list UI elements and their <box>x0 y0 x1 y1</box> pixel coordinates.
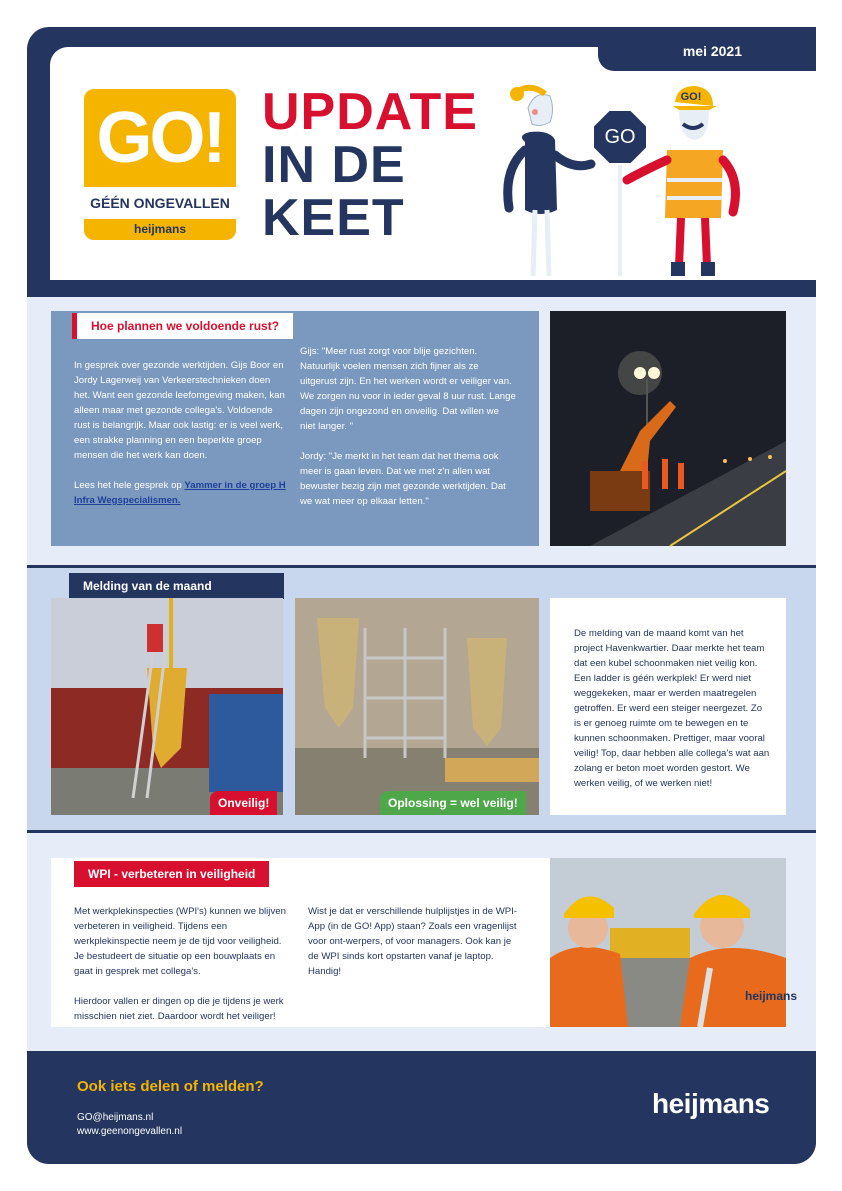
footer-contact <box>77 1111 182 1139</box>
helmet-text: GO! <box>680 91 702 103</box>
page-title <box>262 83 478 247</box>
footer-website[interactable]: www.geenongevallen.nl <box>77 1126 183 1137</box>
unsafe-ladder-photo <box>51 598 283 815</box>
go-logo-mark: GO! <box>84 89 236 187</box>
title-line-2: IN DE <box>262 136 406 194</box>
mascot-illustration <box>495 80 755 280</box>
melding-heading: Melding van de maand <box>69 573 284 599</box>
footer-email[interactable]: GO@heijmans.nl <box>77 1112 154 1123</box>
rust-quote-gijs: Gijs: "Meer rust zorgt voor blije gezichten. Natuurlijk voelen mensen zich fijner als ze uitgerust zijn. En het werken wordt er veiliger van. We zorgen nu voor in ieder geval 8 uur rust. Lange dagen zijn ongezond en onveilig. Dat willen we niet langer. " <box>300 346 516 432</box>
title-line-1: UPDATE <box>262 83 478 141</box>
title-line-3: KEET <box>262 189 405 247</box>
go-logo <box>84 89 236 240</box>
go-sign-icon <box>593 110 647 276</box>
wpi-paragraph-2: Hierdoor vallen er dingen op die je tijdens je werk misschien niet ziet. Daardoor wordt het veiliger! <box>74 996 284 1022</box>
go-logo-tagline: GÉÉN ONGEVALLEN <box>84 187 236 219</box>
night-roadwork-photo <box>550 311 786 546</box>
rust-column-1 <box>74 358 288 523</box>
rust-heading: Hoe plannen we voldoende rust? <box>72 313 293 339</box>
wpi-paragraph-1: Met werkplekinspecties (WPI's) kunnen we blijven verbeteren in veiligheid. Tijdens een werkplekinspectie neem je de tijd voor veiligheid. Je bestudeert de situatie op een bouwplaats en gaat in gesprek met collega's. <box>74 906 286 977</box>
workers-photo <box>550 858 798 1027</box>
rust-column-2 <box>300 344 516 524</box>
go-logo-brand: heijmans <box>84 219 236 240</box>
woman-figure-icon <box>508 87 591 276</box>
rust-link-prefix: Lees het hele gesprek op <box>74 480 185 491</box>
wpi-paragraph-3: Wist je dat er verschillende hulplijstjes in de WPI-App (in de GO! App) staan? Zoals een vragenlijst voor ont-werpers, of voor managers. Ook kan je de WPI sinds kort opstarten vanaf je laptop. Handig! <box>308 906 518 977</box>
vest-logo-text: heijmans <box>745 989 798 1003</box>
wpi-heading: WPI - verbeteren in veiligheid <box>74 861 269 887</box>
wpi-column-2 <box>308 904 524 994</box>
safe-badge: Oplossing = wel veilig! <box>380 791 526 815</box>
melding-text: De melding van de maand komt van het project Havenkwartier. Daar merkte het team dat een kubel schoonmaken niet veilig kon. Een ladder is géén werkplek! Er werd niet weggekeken, maar er werden maatregelen getroffen. Er werd een steiger neergezet. Zo is er genoeg ruimte om te bewegen en te kunnen schoonmaken. Prettiger, maar vooral veilig! Top, daar hebben alle collega's wat aan zolang er beton moet worden gestort. We werken veilig, of we werken niet! <box>574 628 770 789</box>
footer-heijmans-logo: heijmans <box>652 1088 770 1119</box>
footer-heading: Ook iets delen of melden? <box>77 1078 264 1095</box>
yammer-link[interactable]: Yammer in de groep H Infra Wegspecialismen. <box>74 480 286 506</box>
safe-scaffold-photo <box>295 598 539 815</box>
rust-quote-jordy: Jordy: "Je merkt in het team dat het thema ook meer is gaan leven. Dat we met z'n allen wat bewuster bezig zijn met gezonde werktijden. Dat we wat meer op elkaar letten." <box>300 451 506 507</box>
sign-text: GO <box>604 126 636 148</box>
rust-paragraph-1: In gesprek over gezonde werktijden. Gijs Boor en Jordy Lagerweij van Verkeerstechnieken doen het. Want een gezonde leefomgeving maken, kan alleen maar met gezonde collega's. Voldoende rust is belangrijk. Maar ook lastig: er is veel werk, een strakke planning en een beperkte groep mensen die het werk kan doen. <box>74 360 285 461</box>
rust-paragraph-2 <box>74 478 288 508</box>
wpi-column-1 <box>74 904 290 1039</box>
unsafe-badge: Onveilig! <box>210 791 277 815</box>
worker-figure-icon <box>627 86 735 276</box>
issue-date: mei 2021 <box>598 27 816 71</box>
